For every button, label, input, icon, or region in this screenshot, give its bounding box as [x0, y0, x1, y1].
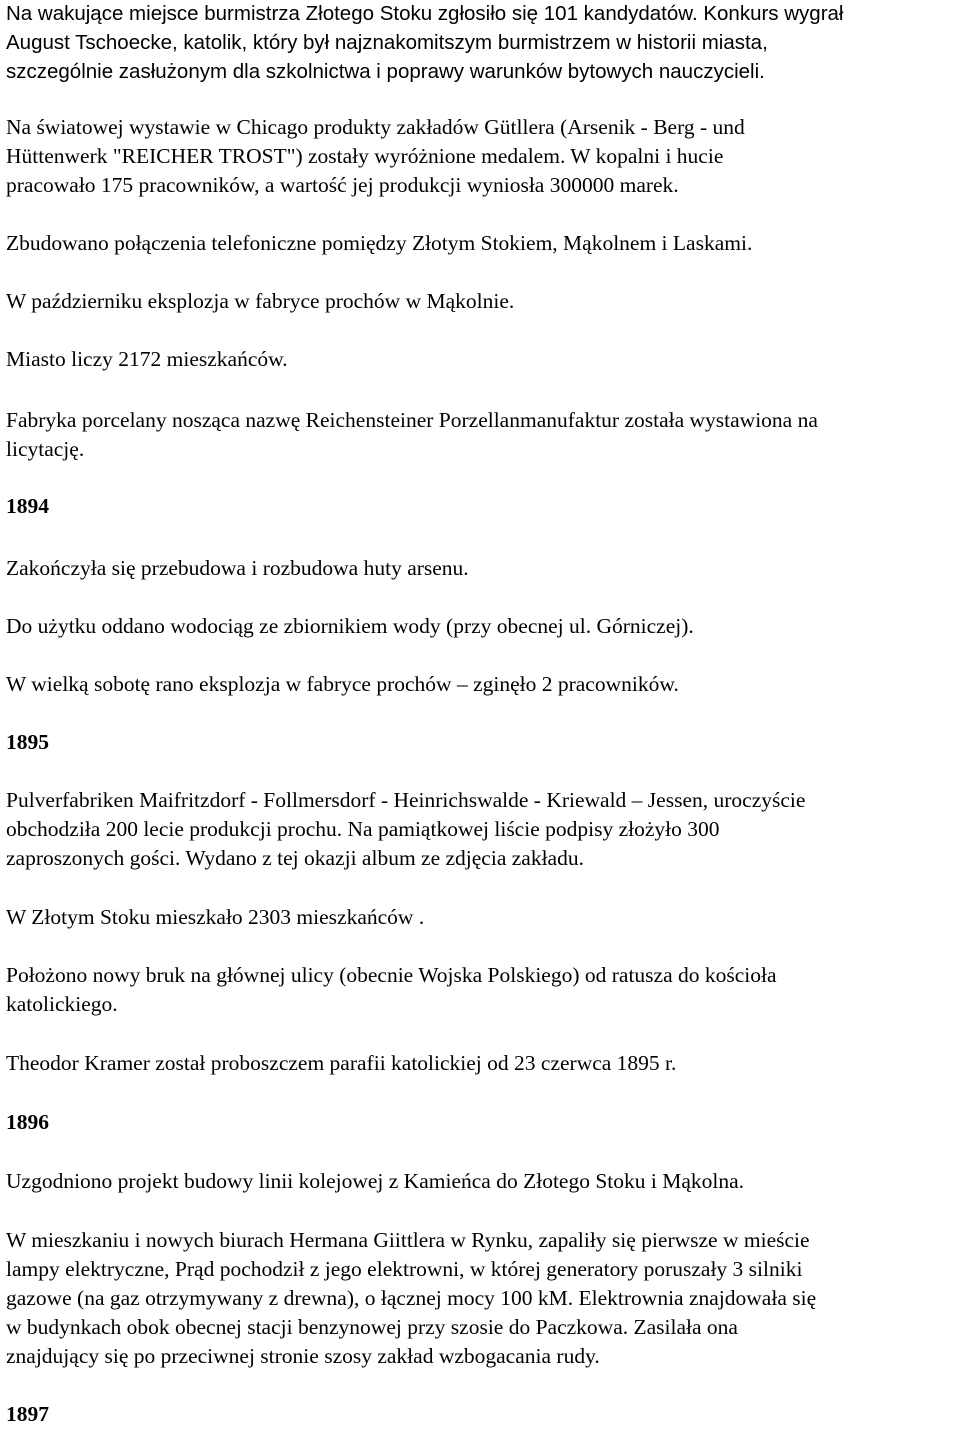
paragraph-population-2172 [6, 345, 958, 374]
text-line: Theodor Kramer został proboszczem parafii katolickiej od 23 czerwca 1895 r. [6, 1051, 677, 1075]
year-heading-1896: 1896 [6, 1110, 49, 1134]
text-line: lampy elektryczne, Prąd pochodził z jego elektrowni, w której generatory poruszały 3 silniki [6, 1257, 803, 1281]
text-line: W Złotym Stoku mieszkało 2303 mieszkańców . [6, 905, 425, 929]
paragraph-railway-project [6, 1167, 958, 1196]
text-line: Miasto liczy 2172 mieszkańców. [6, 347, 288, 371]
text-line: Zakończyła się przebudowa i rozbudowa huty arsenu. [6, 556, 469, 580]
year-heading-1895: 1895 [6, 730, 49, 754]
text-line: W wielką sobotę rano eksplozja w fabryce prochów – zginęło 2 pracowników. [6, 672, 679, 696]
paragraph-new-pavement [6, 961, 958, 1019]
text-line: licytację. [6, 437, 85, 461]
text-line: znajdujący się po przeciwnej stronie szosy zakład wzbogacania rudy. [6, 1344, 600, 1368]
paragraph-porcelain-factory [6, 406, 958, 464]
paragraph-easter-explosion [6, 670, 958, 699]
text-line: Zbudowano połączenia telefoniczne pomiędzy Złotym Stokiem, Mąkolnem i Laskami. [6, 231, 753, 255]
text-line: Na wakujące miejsce burmistrza Złotego Stoku zgłosiło się 101 kandydatów. Konkurs wygrał [6, 2, 844, 25]
text-line: Na światowej wystawie w Chicago produkty zakładów Gütllera (Arsenik - Berg - und [6, 115, 745, 139]
text-line: katolickiego. [6, 992, 118, 1016]
paragraph-telephone [6, 229, 958, 258]
paragraph-explosion-october [6, 287, 958, 316]
text-line: Do użytku oddano wodociąg ze zbiornikiem wody (przy obecnej ul. Górniczej). [6, 614, 694, 638]
text-line: w budynkach obok obecnej stacji benzynowej przy szosie do Paczkowa. Zasilała ona [6, 1315, 738, 1339]
text-line: gazowe (na gaz otrzymywany z drewna), o łącznej mocy 100 kM. Elektrownia znajdowała się [6, 1286, 817, 1310]
text-line: W mieszkaniu i nowych biurach Hermana Giittlera w Rynku, zapaliły się pierwsze w mieście [6, 1228, 810, 1252]
paragraph-waterworks [6, 612, 958, 641]
paragraph-electric-lamps [6, 1226, 958, 1371]
paragraph-parish-priest [6, 1049, 958, 1078]
year-heading-1894: 1894 [6, 494, 49, 518]
paragraph-gunpowder-anniversary [6, 786, 958, 873]
paragraph-burmistrz [6, 0, 958, 86]
text-line: Uzgodniono projekt budowy linii kolejowej z Kamieńca do Złotego Stoku i Mąkolna. [6, 1169, 745, 1193]
text-line: August Tschoecke, katolik, który był najznakomitszym burmistrzem w historii miasta, [6, 31, 768, 54]
text-line: pracowało 175 pracowników, a wartość jej produkcji wyniosła 300000 marek. [6, 173, 679, 197]
year-heading-1897: 1897 [6, 1402, 49, 1426]
text-line: szczególnie zasłużonym dla szkolnictwa i poprawy warunków bytowych nauczycieli. [6, 60, 765, 83]
text-line: obchodziła 200 lecie produkcji prochu. Na pamiątkowej liście podpisy złożyło 300 [6, 817, 720, 841]
text-line: zaproszonych gości. Wydano z tej okazji album ze zdjęcia zakładu. [6, 846, 584, 870]
paragraph-population-2303 [6, 903, 958, 932]
text-line: Pulverfabriken Maifritzdorf - Follmersdorf - Heinrichswalde - Kriewald – Jessen, uroczyście [6, 788, 806, 812]
text-line: Położono nowy bruk na głównej ulicy (obecnie Wojska Polskiego) od ratusza do kościoła [6, 963, 777, 987]
paragraph-chicago-exhibition [6, 113, 958, 200]
text-line: Fabryka porcelany nosząca nazwę Reichensteiner Porzellanmanufaktur została wystawiona na [6, 408, 818, 432]
text-line: W październiku eksplozja w fabryce prochów w Mąkolnie. [6, 289, 515, 313]
text-line: Hüttenwerk "REICHER TROST") zostały wyróżnione medalem. W kopalni i hucie [6, 144, 724, 168]
paragraph-arsenic-works [6, 554, 958, 583]
